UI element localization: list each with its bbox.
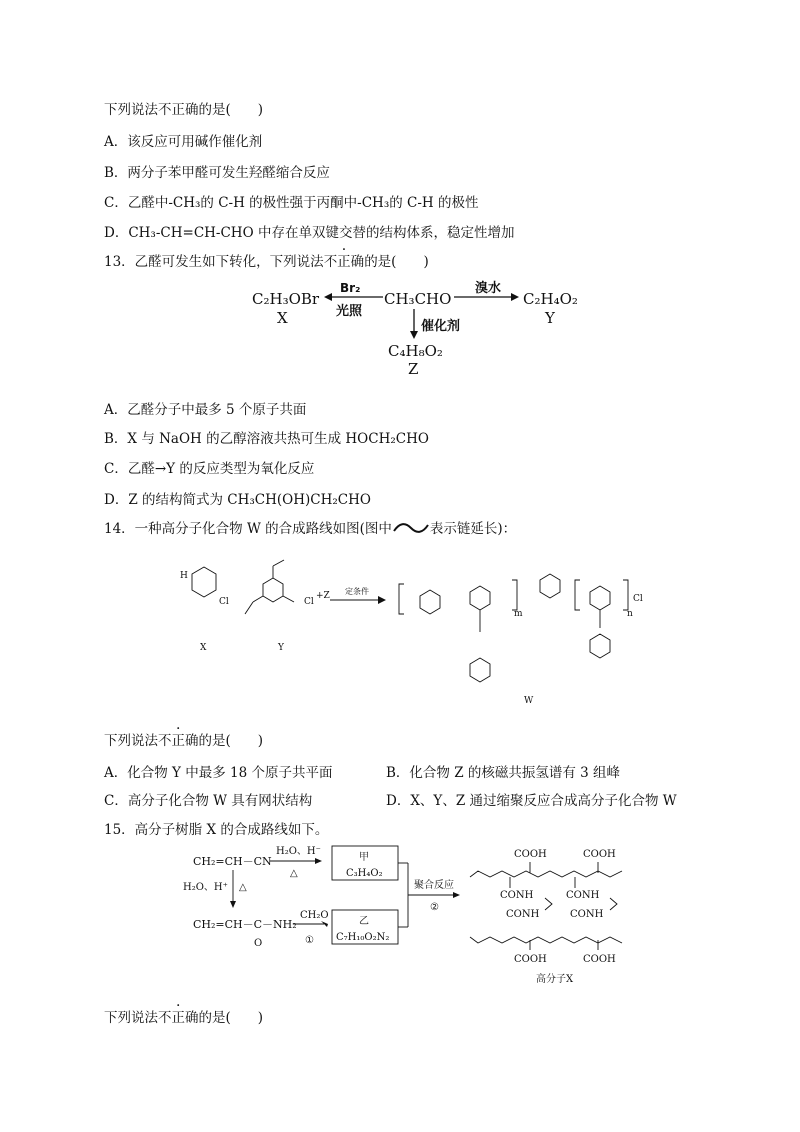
q13-option-b: B．X 与 NaOH 的乙醇溶液共热可生成 HOCH₂CHO xyxy=(104,431,429,447)
jia-name: 甲 xyxy=(359,852,369,863)
q14-option-b: B．化合物 Z 的核磁共振氢谱有 3 组峰 xyxy=(386,765,621,781)
svg-text:②: ② xyxy=(430,902,439,913)
polymer-bottom-chain xyxy=(470,937,622,943)
q14-option-a: A．化合物 Y 中最多 18 个原子共平面 xyxy=(104,765,333,781)
cond-hydrolysis: H₂O、H⁻ xyxy=(276,846,321,857)
svg-text:CONH: CONH xyxy=(506,909,540,920)
formaldehyde: CH₂O xyxy=(300,910,329,921)
yi-formula: C₇H₁₀O₂N₂ xyxy=(336,932,390,943)
catalyst: 催化剂 xyxy=(421,319,461,334)
q13-stem: 13．乙醛可发生如下转化，下列说法不正确的是( ) xyxy=(104,254,429,270)
svg-text:Cl: Cl xyxy=(304,597,314,607)
yi-name: 乙 xyxy=(359,916,369,927)
plus-z: +Z xyxy=(316,591,330,601)
q14-option-c: C．高分子化合物 W 具有网状结构 xyxy=(104,793,313,809)
polymer-top-chain xyxy=(470,871,622,877)
product-label: 高分子X xyxy=(536,974,574,985)
svg-text:Cl: Cl xyxy=(219,597,229,607)
q14-option-d: D．X、Y、Z 通过缩聚反应合成高分子化合物 W xyxy=(386,793,677,809)
q14-question: 下列说法不正确的是( ) xyxy=(104,733,264,749)
q15-labels xyxy=(183,846,616,985)
x-formula: C₂H₃OBr xyxy=(252,290,320,308)
z-formula: C₄H₈O₂ xyxy=(388,342,443,360)
svg-text:n: n xyxy=(627,609,633,619)
q12-option-c: C．乙醛中-CH₃的 C-H 的极性强于丙酮中-CH₃的 C-H 的极性 xyxy=(104,195,479,211)
q13-option-c: C．乙醛→Y 的反应类型为氧化反应 xyxy=(104,461,315,477)
svg-text:△: △ xyxy=(290,868,298,879)
br2-reagent: Br₂ xyxy=(340,281,361,295)
acrylonitrile: CH₂=CH－CN xyxy=(193,855,272,868)
q13-option-a: A．乙醛分子中最多 5 个原子共面 xyxy=(104,402,307,418)
svg-text:COOH: COOH xyxy=(583,849,616,860)
x-label: X xyxy=(277,309,288,327)
q13-option-d: D．Z 的结构简式为 CH₃CH(OH)CH₂CHO xyxy=(104,492,371,508)
z-label: Z xyxy=(408,360,419,378)
polymerization-label: 聚合反应 xyxy=(414,880,454,891)
q13-emphasis: 不正确 xyxy=(323,254,365,270)
label-x: X xyxy=(200,643,207,653)
q12-question: 下列说法不正确的是( ) xyxy=(104,102,264,118)
svg-text:COOH: COOH xyxy=(514,954,547,965)
svg-text:COOH: COOH xyxy=(583,954,616,965)
q12-option-b: B．两分子苯甲醛可发生羟醛缩合反应 xyxy=(104,165,330,181)
svg-text:COOH: COOH xyxy=(514,849,547,860)
q12-option-d: D．CH₃-CH=CH-CHO 中存在单双键交替的结构体系，稳定性增加 xyxy=(104,225,515,241)
q14-stem: 14．一种高分子化合物 W 的合成路线如图(图中 表示链延长)： xyxy=(104,521,517,537)
bromine-water: 溴水 xyxy=(475,281,502,296)
label-w: W xyxy=(524,696,534,706)
label-y: Y xyxy=(278,643,284,653)
svg-text:①: ① xyxy=(305,935,314,946)
svg-text:H: H xyxy=(180,571,188,581)
condition: 定条件 xyxy=(345,587,369,596)
acrylamide: CH₂=CH－C－NH₂ xyxy=(193,918,297,931)
acetaldehyde: CH₃CHO xyxy=(384,290,452,308)
light-condition: 光照 xyxy=(336,304,363,319)
y-formula: C₂H₄O₂ xyxy=(523,290,578,308)
svg-text:CONH: CONH xyxy=(500,890,534,901)
q15-question: 下列说法不正确的是( ) xyxy=(104,1010,264,1026)
svg-text:O: O xyxy=(254,938,263,949)
jia-formula: C₃H₄O₂ xyxy=(346,868,383,879)
svg-text:CONH: CONH xyxy=(570,909,604,920)
q15-stem: 15．高分子树脂 X 的合成路线如下。 xyxy=(104,822,329,838)
q12-option-a: A．该反应可用碱作催化剂 xyxy=(104,134,263,150)
cond-down: H₂O、H⁺ xyxy=(183,882,228,893)
svg-text:△: △ xyxy=(239,882,247,893)
svg-text:Cl: Cl xyxy=(633,594,643,604)
y-label: Y xyxy=(545,309,555,327)
svg-text:CONH: CONH xyxy=(566,890,600,901)
svg-text:m: m xyxy=(514,609,523,619)
